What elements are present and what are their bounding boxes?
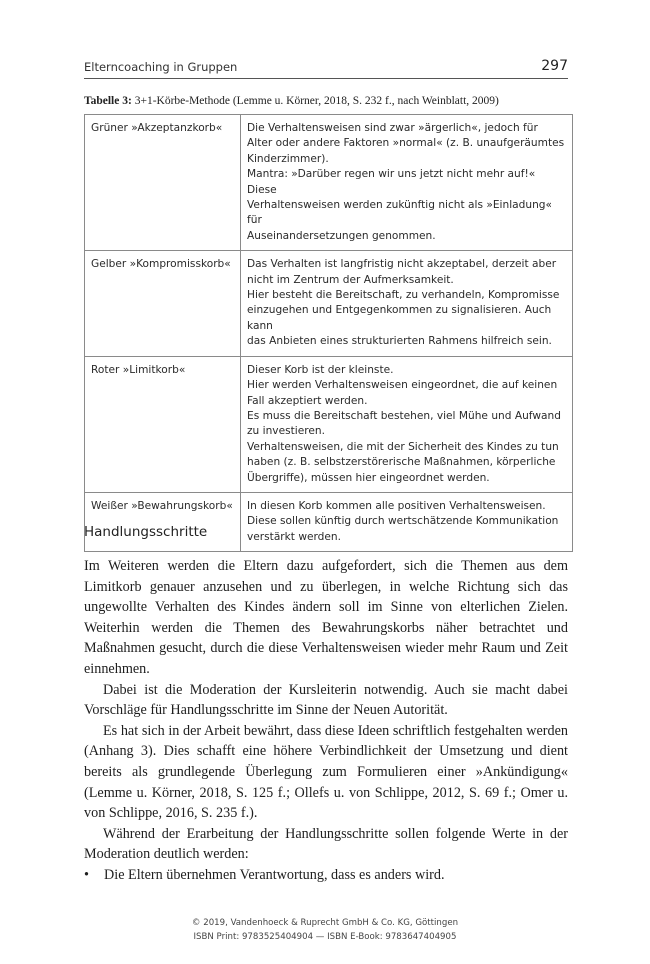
table-caption-text: 3+1-Körbe-Methode (Lemme u. Körner, 2018, S. 232 f., nach Weinblatt, 2009): [134, 95, 499, 107]
description-line: In diesen Korb kommen alle positiven Verhaltensweisen.: [247, 499, 546, 512]
paragraph: Es hat sich in der Arbeit bewährt, dass diese Ideen schriftlich festgehalten werden (Anhang 3). Dies schafft eine höhere Verbindlichkeit der Umsetzung und dient bereits als grundlegende Überlegung zum Formulieren einer »Ankündigung« (Lemme u. Körner, 2018, S. 125 f.; Ollefs u. von Schlippe, 2012, S. 69 f.; Omer u. von Schlippe, 2016, S. 235 f.).: [84, 722, 568, 822]
section-heading: Handlungsschritte: [84, 524, 208, 540]
description-line: Verhaltensweisen werden zukünftig nicht als »Einladung« für: [247, 199, 552, 227]
description-line: verstärkt werden.: [247, 530, 341, 543]
page-number: 297: [541, 58, 568, 74]
table-caption-label: Tabelle 3:: [84, 95, 132, 107]
description-line: Auseinandersetzungen genommen.: [247, 229, 436, 242]
description-line: Das Verhalten ist langfristig nicht akzeptabel, derzeit aber: [247, 258, 557, 271]
description-line: Kinderzimmer).: [247, 152, 329, 165]
list-item-text: Die Eltern übernehmen Verantwortung, dass es anders wird.: [104, 866, 445, 883]
description-line: Hier besteht die Bereitschaft, zu verhandeln, Kompromisse: [247, 289, 560, 302]
basket-name: Grüner »Akzeptanzkorb«: [85, 115, 241, 251]
footer-copyright: © 2019, Vandenhoeck & Ruprecht GmbH & Co. KG, Göttingen: [191, 918, 459, 928]
description-line: haben (z. B. selbstzerstörerische Maßnahmen, körperliche: [247, 456, 556, 469]
body-text: [84, 556, 568, 886]
description-line: Es muss die Bereitschaft bestehen, viel Mühe und Aufwand: [247, 409, 561, 422]
basket-description: [241, 251, 573, 356]
paragraph: Dabei ist die Moderation der Kursleiterin notwendig. Auch sie macht dabei Vorschläge für Handlungsschritte im Sinne der Neuen Autorität.: [84, 681, 568, 719]
table-row: [85, 115, 573, 251]
description-line: nicht im Zentrum der Aufmerksamkeit.: [247, 273, 454, 286]
running-header: [84, 58, 568, 79]
basket-name: Gelber »Kompromisskorb«: [85, 251, 241, 356]
paragraph: Im Weiteren werden die Eltern dazu aufgefordert, sich die Themen aus dem Limitkorb genauer anzusehen und zu überlegen, in welche Richtung sich das ungewollte Verhalten des Kindes ändern soll im Sinne von elterlichen Zielen. Weiterhin werden die Themen des Bewahrungskorbs näher betrachtet und Maßnahmen gesucht, durch die diese Verhaltensweisen wieder mehr Raum und Zeit einnehmen.: [84, 558, 568, 677]
description-line: Die Verhaltensweisen sind zwar »ärgerlich«, jedoch für: [247, 122, 538, 134]
description-line: das Anbieten eines strukturierten Rahmens hilfreich sein.: [247, 335, 552, 348]
table-row: [85, 251, 573, 356]
description-line: Hier werden Verhaltensweisen eingeordnet, die auf keinen: [247, 379, 558, 392]
basket-name: Roter »Limitkorb«: [85, 356, 241, 492]
description-line: Alter oder andere Faktoren »normal« (z. B. unaufgeräumtes: [247, 137, 565, 150]
basket-description: [241, 492, 573, 551]
basket-name: Weißer »Bewahrungskorb«: [85, 492, 241, 551]
running-header-title: Elterncoaching in Gruppen: [84, 60, 238, 74]
description-line: einzugehen und Entgegenkommen zu signalisieren. Auch kann: [247, 304, 552, 332]
list-item: [84, 865, 568, 886]
description-line: Übergriffe), müssen hier eingeordnet werden.: [247, 471, 490, 484]
baskets-table: [84, 114, 573, 552]
description-line: Fall akzeptiert werden.: [247, 394, 368, 407]
description-line: Dieser Korb ist der kleinste.: [247, 363, 394, 376]
basket-description: [241, 356, 573, 492]
bullet-list: [84, 865, 568, 886]
table-caption: [84, 95, 574, 107]
basket-description: [241, 115, 573, 251]
bullet-icon: •: [84, 866, 89, 883]
description-line: zu investieren.: [247, 425, 325, 438]
description-line: Verhaltensweisen, die mit der Sicherheit des Kindes zu tun: [247, 440, 559, 453]
table-row: [85, 492, 573, 551]
footer-isbn: ISBN Print: 9783525404904 — ISBN E-Book: 9783647404905: [193, 932, 457, 942]
table-row: [85, 356, 573, 492]
description-line: Mantra: »Darüber regen wir uns jetzt nicht mehr auf!« Diese: [247, 168, 536, 196]
description-line: Diese sollen künftig durch wertschätzende Kommunikation: [247, 515, 559, 528]
paragraph: Während der Erarbeitung der Handlungsschritte sollen folgende Werte in der Moderation deutlich werden:: [84, 825, 568, 863]
